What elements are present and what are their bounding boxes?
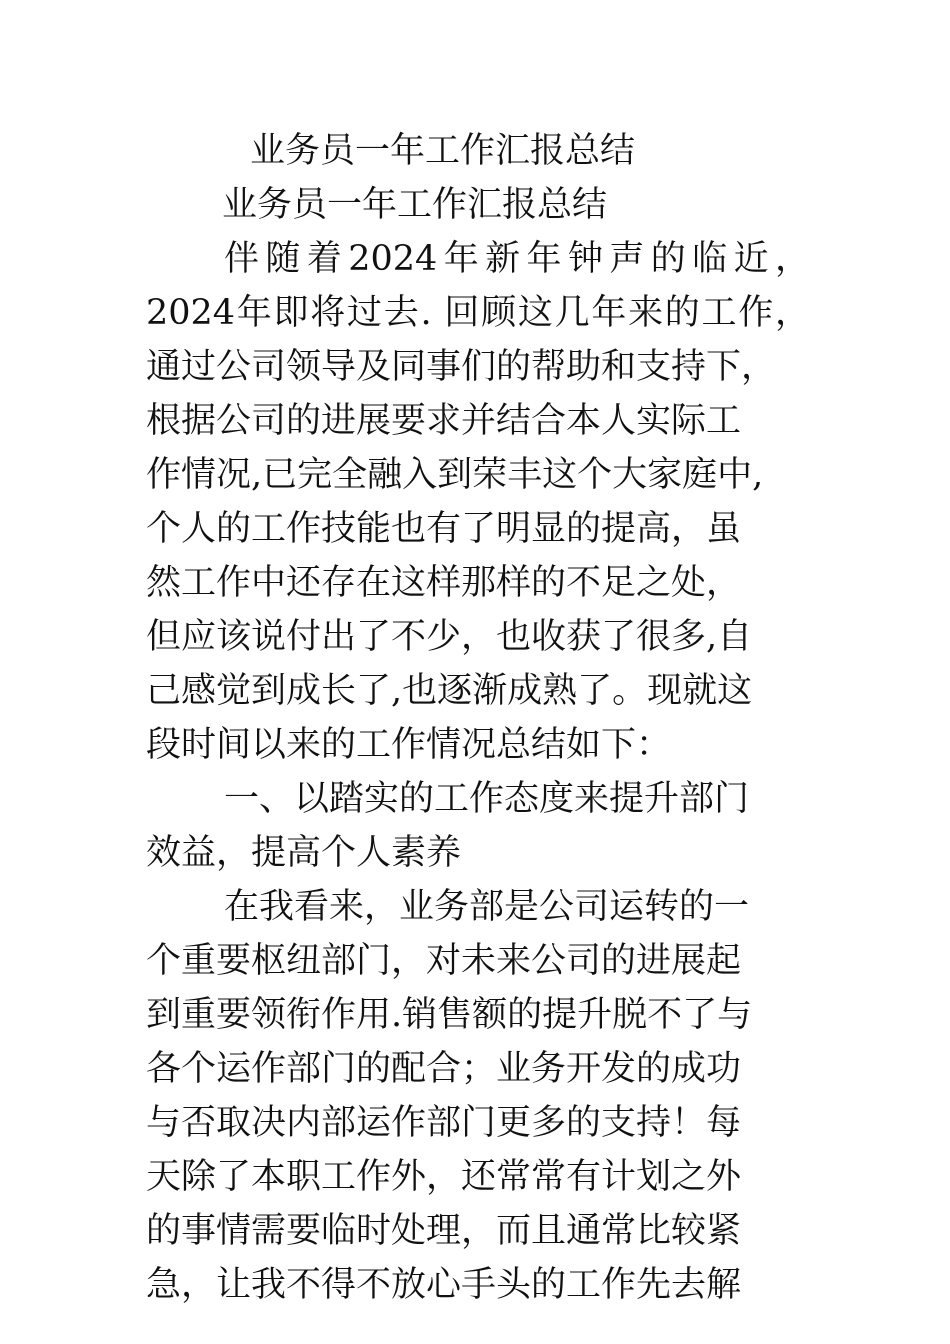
paragraph-line: 根据公司的进展要求并结合本人实际工 xyxy=(146,401,742,441)
paragraph-line: 急，让我不得不放心手头的工作先去解 xyxy=(146,1265,742,1305)
paragraph-line: 段时间以来的工作情况总结如下： xyxy=(146,725,672,765)
paragraph-line: 2024年即将过去. 回顾这几年来的工作， xyxy=(146,293,810,333)
heading-line: 效益，提高个人素养 xyxy=(146,833,462,873)
document-subtitle: 业务员一年工作汇报总结 xyxy=(222,185,608,225)
paragraph-intro xyxy=(146,232,810,772)
paragraph-line: 己感觉到成长了,也逐渐成熟了。现就这 xyxy=(146,671,753,711)
paragraph-line: 但应该说付出了不少，也收获了很多,自 xyxy=(146,617,753,657)
paragraph-line: 个人的工作技能也有了明显的提高，虽 xyxy=(146,509,742,549)
section-heading-1 xyxy=(146,772,810,880)
document-title: 业务员一年工作汇报总结 xyxy=(250,131,636,171)
document-body xyxy=(146,124,810,1312)
paragraph-section-1 xyxy=(146,880,810,1312)
paragraph-line: 的事情需要临时处理，而且通常比较紧 xyxy=(146,1211,742,1251)
paragraph-line: 然工作中还存在这样那样的不足之处， xyxy=(146,563,742,603)
paragraph-line: 天除了本职工作外，还常常有计划之外 xyxy=(146,1157,742,1197)
heading-line: 一、以踏实的工作态度来提升部门 xyxy=(224,779,750,819)
paragraph-line: 各个运作部门的配合；业务开发的成功 xyxy=(146,1049,742,1089)
paragraph-line: 个重要枢纽部门，对未来公司的进展起 xyxy=(146,941,742,981)
paragraph-line: 作情况,已完全融入到荣丰这个大家庭中, xyxy=(146,455,764,495)
paragraph-line: 与否取决内部运作部门更多的支持！每 xyxy=(146,1103,742,1143)
paragraph-line: 在我看来，业务部是公司运转的一 xyxy=(224,887,750,927)
paragraph-line: 伴随着2024年新年钟声的临近， xyxy=(224,239,810,279)
paragraph-line: 通过公司领导及同事们的帮助和支持下， xyxy=(146,347,777,387)
paragraph-line: 到重要领衔作用.销售额的提升脱不了与 xyxy=(146,995,753,1035)
